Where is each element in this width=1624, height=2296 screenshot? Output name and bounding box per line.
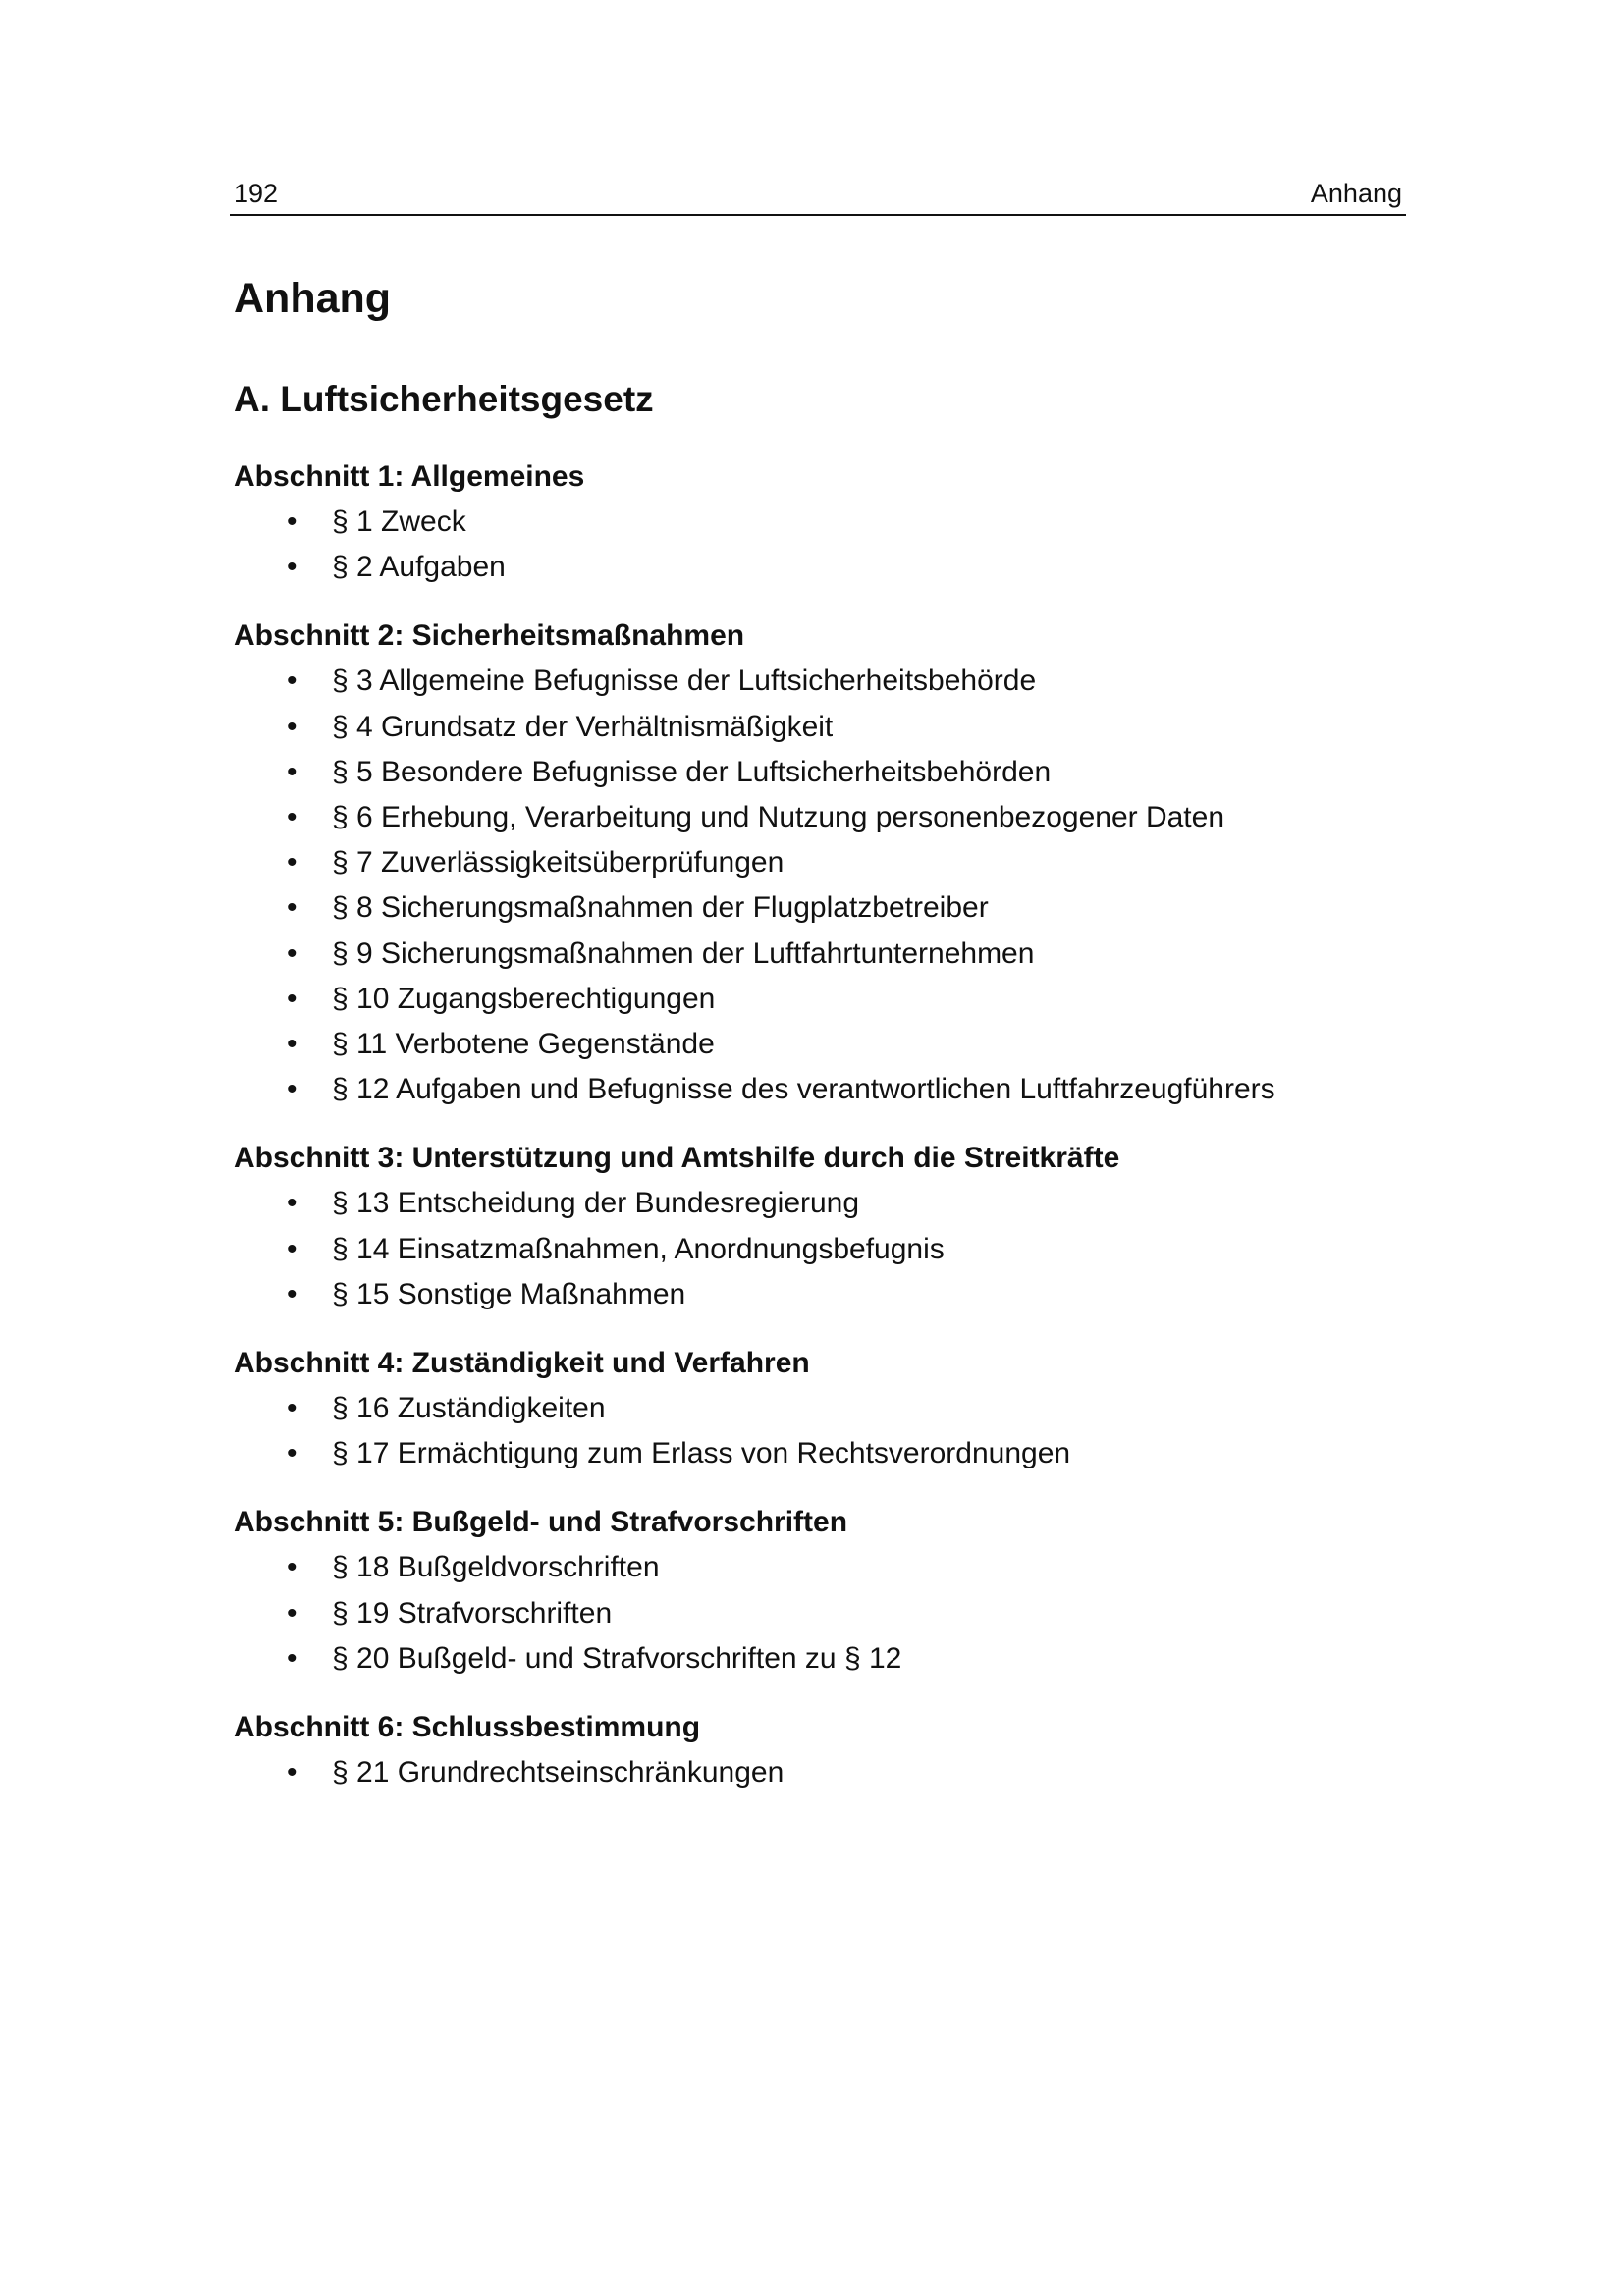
paragraph-label: § 21 Grundrechtseinschränkungen	[332, 1756, 785, 1789]
paragraph-list	[234, 1545, 1402, 1682]
paragraph-item	[234, 1750, 1402, 1795]
paragraph-item	[234, 545, 1402, 590]
paragraph-item	[234, 1272, 1402, 1317]
chapter-heading: Abschnitt 2: Sicherheitsmaßnahmen	[234, 619, 745, 653]
paragraph-item	[234, 840, 1402, 885]
bullet-icon: •	[287, 506, 298, 538]
chapter-heading: Abschnitt 4: Zuständigkeit und Verfahren	[234, 1347, 810, 1380]
bullet-icon: •	[287, 982, 298, 1015]
bullet-icon: •	[287, 1437, 298, 1470]
section-title: A. Luftsicherheitsgesetz	[234, 379, 654, 419]
chapter-section	[234, 1500, 1402, 1682]
bullet-icon: •	[287, 1551, 298, 1584]
chapter-section	[234, 454, 1402, 590]
paragraph-label: § 18 Bußgeldvorschriften	[332, 1551, 660, 1584]
paragraph-label: § 17 Ermächtigung zum Erlass von Rechtsverordnungen	[332, 1437, 1071, 1470]
bullet-icon: •	[287, 1756, 298, 1789]
paragraph-item	[234, 1545, 1402, 1590]
paragraph-label: § 14 Einsatzmaßnahmen, Anordnungsbefugnis	[332, 1232, 945, 1265]
paragraph-item	[234, 1386, 1402, 1431]
chapter-section	[234, 1341, 1402, 1476]
bullet-icon: •	[287, 1392, 298, 1425]
bullet-icon: •	[287, 846, 298, 880]
paragraph-item	[234, 1431, 1402, 1476]
chapter-section	[234, 1136, 1402, 1317]
paragraph-label: § 19 Strafvorschriften	[332, 1596, 613, 1629]
paragraph-label: § 7 Zuverlässigkeitsüberprüfungen	[332, 846, 785, 880]
paragraph-item	[234, 1636, 1402, 1682]
paragraph-item	[234, 1181, 1402, 1226]
paragraph-item	[234, 500, 1402, 545]
bullet-icon: •	[287, 1232, 298, 1265]
paragraph-item	[234, 1591, 1402, 1636]
paragraph-label: § 3 Allgemeine Befugnisse der Luftsicherheitsbehörde	[332, 665, 1037, 698]
paragraph-label: § 15 Sonstige Maßnahmen	[332, 1277, 686, 1310]
bullet-icon: •	[287, 755, 298, 788]
paragraph-label: § 12 Aufgaben und Befugnisse des verantwortlichen Luftfahrzeugführers	[332, 1073, 1275, 1106]
paragraph-item	[234, 750, 1402, 795]
paragraph-item	[234, 885, 1402, 931]
running-header-title: Anhang	[1310, 179, 1402, 208]
paragraph-item	[234, 1067, 1402, 1112]
document-title: Anhang	[234, 275, 392, 322]
paragraph-item	[234, 932, 1402, 977]
paragraph-label: § 13 Entscheidung der Bundesregierung	[332, 1187, 860, 1220]
paragraph-list	[234, 500, 1402, 590]
paragraph-label: § 5 Besondere Befugnisse der Luftsicherheitsbehörden	[332, 755, 1052, 788]
paragraph-list	[234, 1386, 1402, 1476]
bullet-icon: •	[287, 1641, 298, 1675]
paragraph-label: § 4 Grundsatz der Verhältnismäßigkeit	[332, 710, 834, 743]
chapter-section	[234, 614, 1402, 1112]
chapter-heading: Abschnitt 6: Schlussbestimmung	[234, 1711, 701, 1744]
bullet-icon: •	[287, 1028, 298, 1061]
chapter-heading: Abschnitt 5: Bußgeld- und Strafvorschriften	[234, 1506, 848, 1539]
paragraph-label: § 2 Aufgaben	[332, 551, 506, 584]
paragraph-label: § 8 Sicherungsmaßnahmen der Flugplatzbetreiber	[332, 891, 989, 925]
paragraph-label: § 16 Zuständigkeiten	[332, 1392, 606, 1425]
bullet-icon: •	[287, 1277, 298, 1310]
paragraph-list	[234, 659, 1402, 1112]
chapter-section	[234, 1705, 1402, 1795]
paragraph-label: § 6 Erhebung, Verarbeitung und Nutzung personenbezogener Daten	[332, 801, 1225, 834]
bullet-icon: •	[287, 891, 298, 925]
page-number: 192	[234, 179, 279, 208]
paragraph-list	[234, 1750, 1402, 1795]
bullet-icon: •	[287, 801, 298, 834]
paragraph-label: § 11 Verbotene Gegenstände	[332, 1028, 715, 1061]
paragraph-label: § 20 Bußgeld- und Strafvorschriften zu § 12	[332, 1641, 902, 1675]
paragraph-item	[234, 1022, 1402, 1067]
bullet-icon: •	[287, 1596, 298, 1629]
chapter-heading: Abschnitt 1: Allgemeines	[234, 460, 585, 493]
paragraph-item	[234, 705, 1402, 750]
paragraph-label: § 1 Zweck	[332, 506, 466, 538]
paragraph-item	[234, 1227, 1402, 1272]
bullet-icon: •	[287, 710, 298, 743]
bullet-icon: •	[287, 936, 298, 970]
paragraph-label: § 9 Sicherungsmaßnahmen der Luftfahrtunternehmen	[332, 936, 1035, 970]
chapter-list	[234, 454, 1402, 1819]
chapter-heading: Abschnitt 3: Unterstützung und Amtshilfe durch die Streitkräfte	[234, 1142, 1120, 1175]
bullet-icon: •	[287, 665, 298, 698]
bullet-icon: •	[287, 551, 298, 584]
paragraph-item	[234, 977, 1402, 1022]
running-header	[230, 175, 1406, 216]
paragraph-list	[234, 1181, 1402, 1317]
paragraph-item	[234, 659, 1402, 704]
paragraph-label: § 10 Zugangsberechtigungen	[332, 982, 716, 1015]
bullet-icon: •	[287, 1073, 298, 1106]
paragraph-item	[234, 795, 1402, 840]
bullet-icon: •	[287, 1187, 298, 1220]
